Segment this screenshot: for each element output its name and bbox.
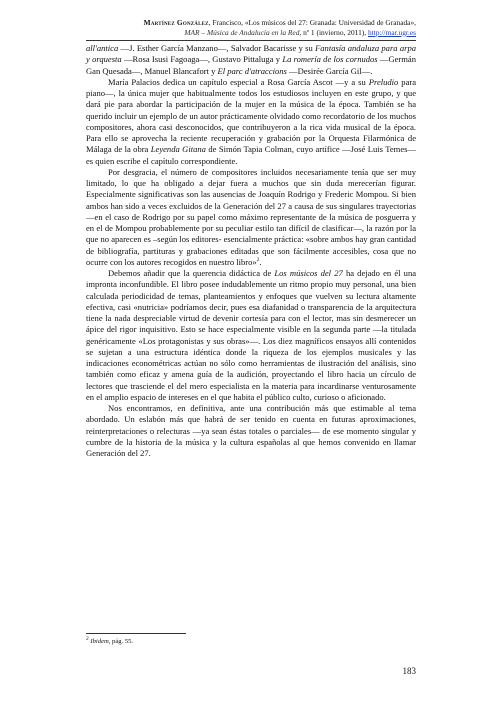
text-run: para piano—, la única mujer que habitualmente todos los estudiosos incluyen en este grupo, y que dará pie para abordar la participación de la mujer en la música de la época. También se ha querido incluir un ejemplo de un autor prácticamente olvidado como recordatorio de los muchos compositores, ahora casi desconocidos, que contribuyeron a la rica vida musical de la época. Para ello se aprovecha la reciente recuperación y grabación por la Orquesta Filarmónica de Málaga de la obra xyxy=(86,76,417,155)
paragraph-palacios xyxy=(86,77,416,167)
paragraph-continuation xyxy=(86,43,416,77)
italic-title: Fantasía andaluza para arpa y orquesta xyxy=(86,43,416,65)
footnote-ref: 2 xyxy=(256,256,260,263)
text-run: —Germán Gan Quesada—, Manuel Blancafort y xyxy=(86,54,416,76)
italic-title: La romería de los cornudos xyxy=(282,54,378,65)
header-divider xyxy=(86,40,416,41)
text-run: —J. Esther García Manzano—, Salvador Bacarisse y su xyxy=(118,43,316,53)
italic-title: Los músicos del 27 xyxy=(274,268,343,278)
header-issue: , nº 1 (invierno, 2011), xyxy=(299,27,367,37)
text-run: de Simón Tapia Colman, cuyo artífice —José Luis Temes— es quien escribe el capítulo correspondiente. xyxy=(86,144,416,166)
text-run: Debemos añadir que la querencia didáctica de xyxy=(108,268,275,278)
footnote-source: Ibidem xyxy=(90,638,109,645)
text-run: ha dejado en él una impronta inconfundible. El libro posee indudablemente un ritmo propio muy personal, una bien calculada periodicidad de temas, planteamientos y enfoques que vuelven su lectura altamente efectiva, casi «nutricia» podríamos decir, pues esa diafanidad o transparencia de la arquitectura tiene la nada despreciable virtud de devenir cortesía para con el lector, mas sin desmerecer un ápice del rigor inquisitivo. Esto se hace especialmente visible en la segunda parte —la titulada genéricamente «Los protagonistas y sus obras»—. Los diez magníficos ensayos allí contenidos se sujetan a una estructura idéntica donde la riqueza de los ejemplos musicales y las indicaciones econométricas actúan no sólo como herramientas de ilustración del análisis, sino también como eficaz y amena guía de la audición, proyectando el libro hacia un círculo de lectores que trasciende el del mero especialista en la materia para incardinarse venturosamente en el amplio espacio de intereses en el que habita el público culto, curioso o aficionado. xyxy=(86,268,417,402)
text-run: —Rosa Isusi Fagoaga—, Gustavo Pittaluga y xyxy=(121,54,283,65)
italic-title: all'antica xyxy=(86,43,119,53)
footnote-rest: , pág. 55. xyxy=(108,638,134,645)
running-header xyxy=(86,18,416,37)
paragraph-didactic xyxy=(86,268,416,403)
footnote xyxy=(86,637,416,646)
text-run: María Palacios dedica un capítulo especial a Rosa García Ascot —y a su xyxy=(108,76,369,87)
footnote-divider xyxy=(86,633,186,634)
text-run: . xyxy=(259,256,262,267)
italic-title: Preludio xyxy=(368,76,399,87)
header-url-link[interactable]: http://mar.ugr.es xyxy=(367,27,416,37)
italic-title: Leyenda Gitana xyxy=(150,144,206,155)
header-citation: , Francisco, «Los músicos del 27: Granada: Universidad de Granada», xyxy=(208,18,416,27)
text-run: —Desirée García Gil—. xyxy=(286,65,373,76)
paragraph-omissions xyxy=(86,167,416,268)
header-authors: Martínez González xyxy=(143,18,209,27)
text-run: Por desgracia, el número de compositores incluidos necesariamente tenía que ser muy limitado, lo que ha obligado a dejar fuera a muchos que sin duda merecerían figurar. Especialmente significativas son las ausencias de Joaquín Rodrigo y Frederic Mompou. Si bien ambos han sido a veces excluidos de la Generación del 27 a causa de sus singulares trayectorias —en el caso de Rodrigo por su papel como máximo representante de la música de posguerra y en el de Mompou probablemente por su peculiar estilo tan difícil de clasificar—, la razón por la que no aparecen es –según los editores- esencialmente práctica: «sobre ambos hay gran cantidad de bibliografía, partituras y grabaciones editadas que son fácilmente accesibles, cosa que no ocurre con los autores recogidos en nuestro libro» xyxy=(86,166,416,267)
paragraph-conclusion xyxy=(86,403,416,459)
text-run: Nos encontramos, en definitiva, ante una contribución más que estimable al tema abordado. Un eslabón más que habrá de ser tenido en cuenta en futuras aproximaciones, reinterpretaciones o relecturas —ya sean éstas totales o parciales— de ese momento singular y cumbre de la historia de la música y la cultura españolas al que hemos convenido en llamar Generación del 27. xyxy=(86,403,416,458)
footnote-number: 2 xyxy=(86,635,89,642)
body-text xyxy=(86,43,416,459)
header-journal: MAR – Música de Andalucía en la Red xyxy=(184,27,300,37)
italic-title: El parc d'atraccions xyxy=(217,65,287,76)
page-number: 183 xyxy=(402,666,416,676)
